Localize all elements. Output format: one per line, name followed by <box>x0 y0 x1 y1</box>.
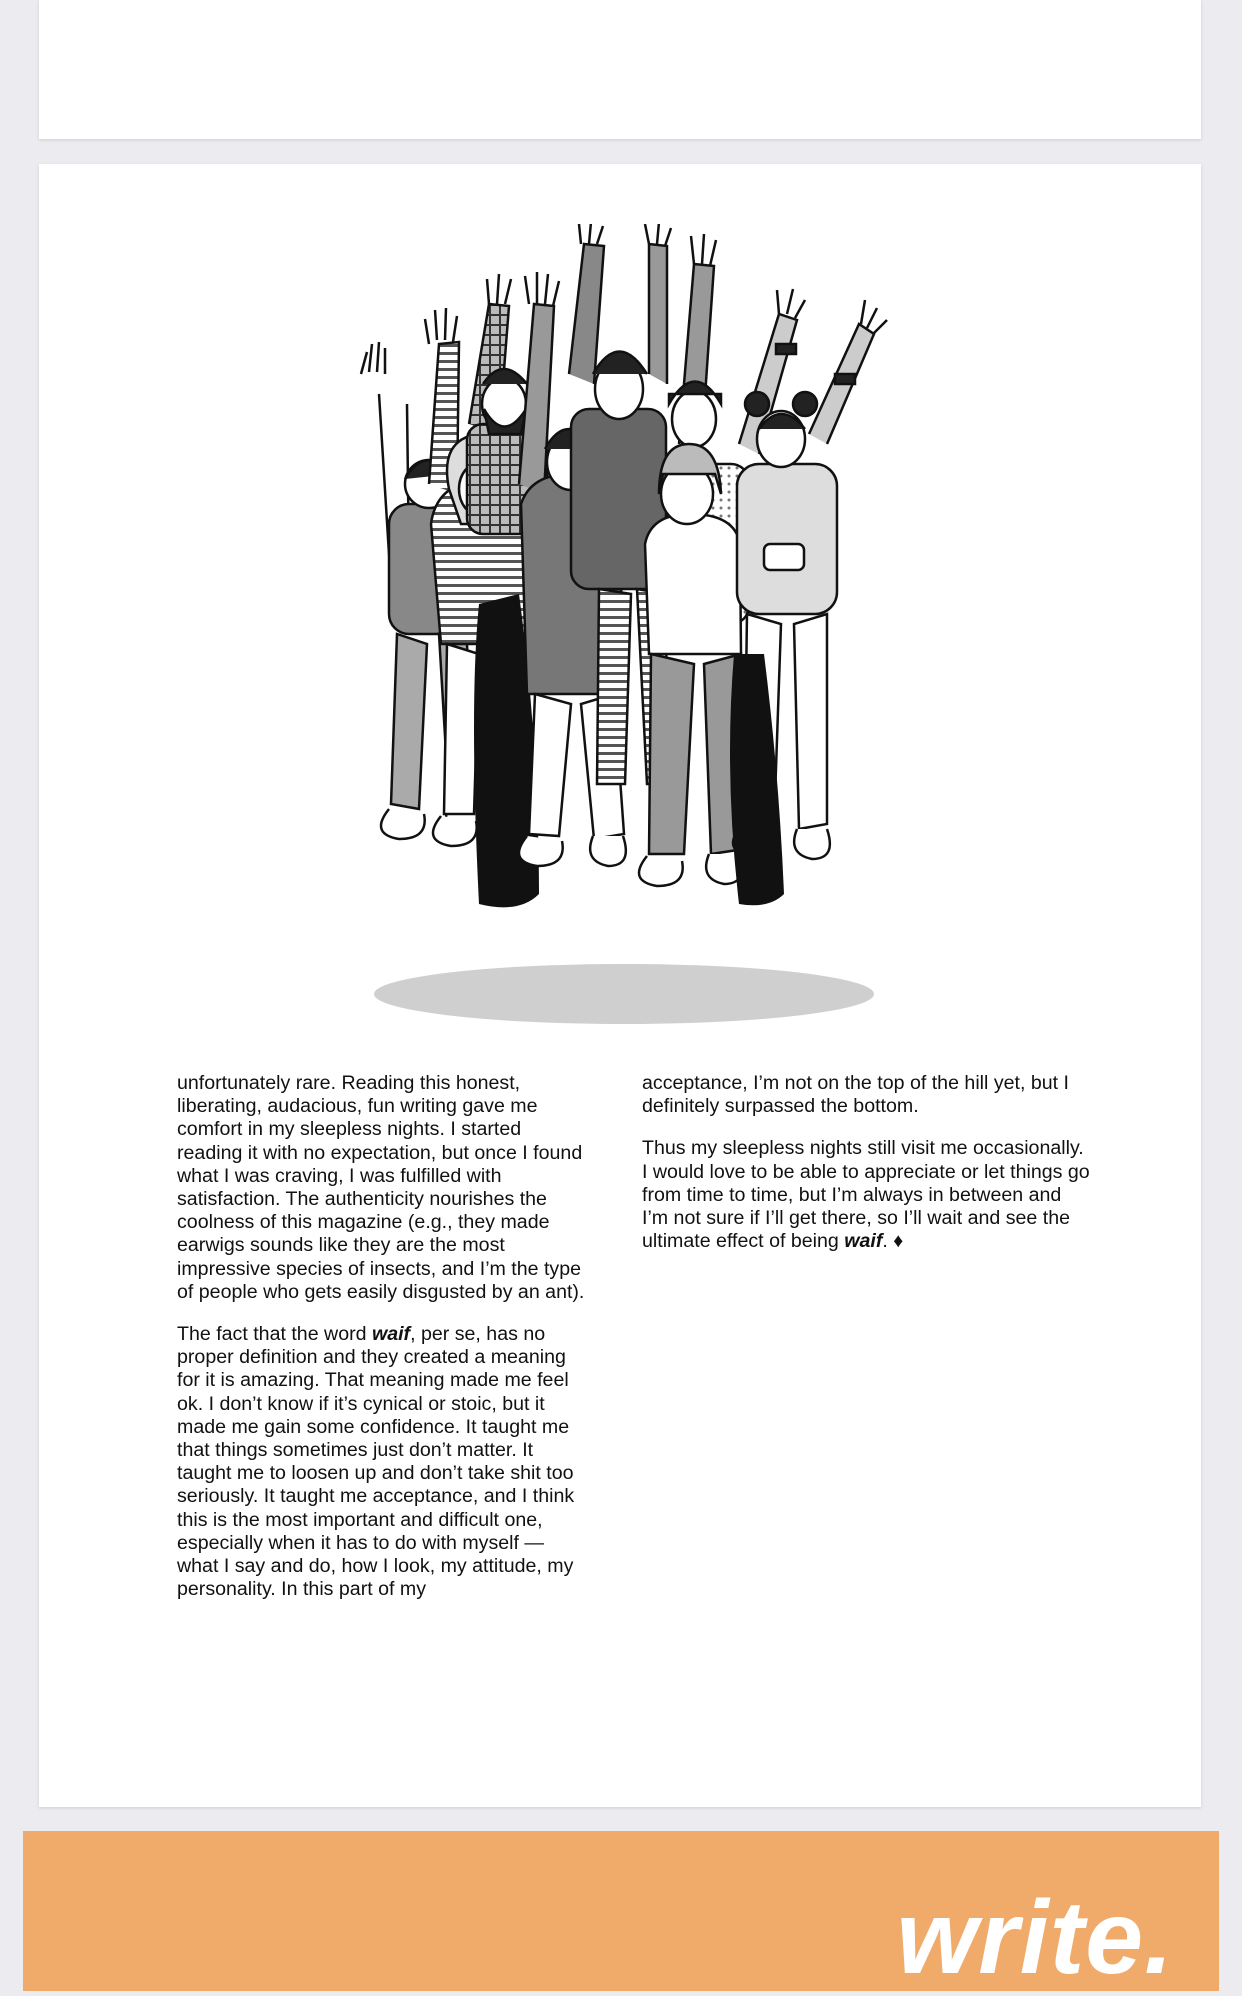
paragraph: Thus my sleepless nights still visit me occasionally. I would love to be able to appreciate or let things go from time to time, but I’m always in between and I’m not sure if I’ll get there, so I’ll wait and see the ultimate effect of being waif. ♦ <box>642 1137 1090 1253</box>
emphasis-waif: waif <box>844 1230 883 1253</box>
banner-title: write. <box>896 1880 1174 1996</box>
paragraph: unfortunately rare. Reading this honest, liberating, audacious, fun writing gave me comfort in my sleepless nights. I started reading it with no expectation, but once I found what I was craving, I was fulfilled with satisfaction. The authenticity nourishes the coolness of this magazine (e.g., they made earwigs sounds like they are the most impressive species of insects, and I’m the type of people who gets easily disgusted by an ant). <box>177 1072 585 1303</box>
text-column-left <box>177 1072 587 1620</box>
emphasis-waif: waif <box>371 1323 411 1346</box>
text-column-right <box>642 1072 1092 1272</box>
people-raising-arms-illustration <box>349 224 889 1024</box>
magazine-page <box>39 164 1201 1807</box>
paragraph: acceptance, I’m not on the top of the hill yet, but I definitely surpassed the bottom. <box>642 1072 1069 1118</box>
paragraph: The fact that the word waif, per se, has no proper definition and they created a meaning for it is amazing. That meaning made me feel ok. I don’t know if it’s cynical or stoic, but it made me gain some confidence. It taught me that things sometimes just don’t matter. It taught me to loosen up and don’t take shit too seriously. It taught me acceptance, and I think this is the most important and difficult one, especially when it has to do with myself — what I say and do, how I look, my attitude, my personality. In this part of my <box>177 1323 575 1601</box>
previous-page-card <box>39 0 1201 139</box>
write-banner <box>23 1831 1219 1996</box>
